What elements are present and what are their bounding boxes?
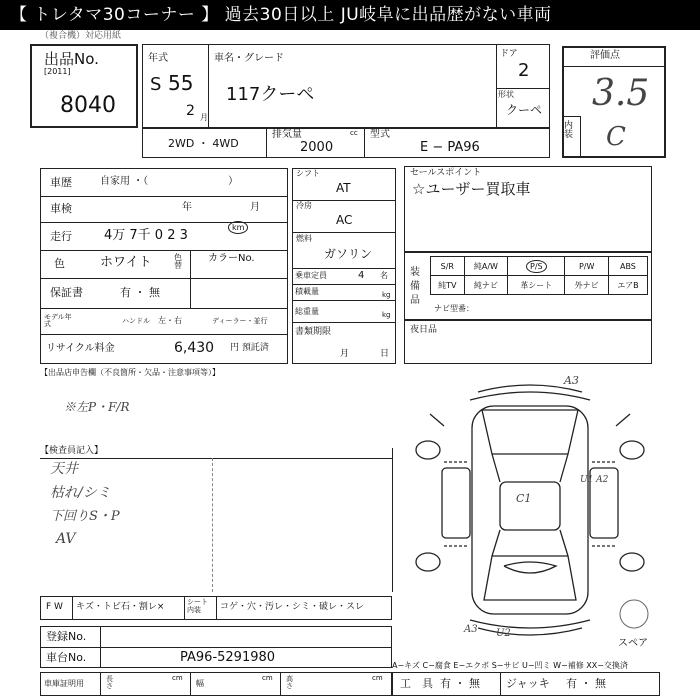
equip-aw: 純A/W: [464, 257, 508, 276]
shift-value: AT: [336, 181, 351, 195]
interior-label: 内装: [564, 121, 574, 140]
equip-abs: ABS: [608, 257, 647, 276]
diagram-mark-1: A3: [564, 374, 579, 387]
equip-tv: 純TV: [431, 276, 465, 295]
model-label: 車名・グレード: [214, 53, 284, 64]
capacity-value: 4: [358, 270, 365, 281]
recycle-value: 6,430: [174, 340, 215, 356]
recycle-label: リサイクル料金: [46, 343, 115, 354]
recycle-unit: 円 預託済: [230, 343, 269, 353]
inspector-label: 【検査員記入】: [40, 446, 104, 456]
equip-airbag: エアB: [608, 276, 647, 295]
lot-number: 8040: [60, 93, 116, 118]
sub-note: （複合機）対応用紙: [40, 31, 122, 41]
equip-ps: P/S: [508, 257, 565, 276]
year-month-unit: 月: [200, 113, 208, 122]
type-value: E − PA96: [420, 140, 480, 155]
equip-pw: P/W: [565, 257, 608, 276]
equip-navi: 純ナビ: [464, 276, 508, 295]
inspector-line-2: 枯れ/シミ: [50, 485, 111, 501]
color-value: ホワイト: [100, 255, 152, 270]
doors-label: ドア: [500, 49, 518, 59]
arrival-box: [404, 320, 652, 364]
shift-label: シフト: [296, 169, 320, 178]
equip-ext-navi: 外ナビ: [565, 276, 608, 295]
mileage-value: 4万 7千 0 2 3: [104, 228, 188, 243]
docs-day-unit: 日: [380, 349, 390, 359]
handle-value: 左・右: [158, 316, 182, 325]
fuel-value: ガソリン: [324, 247, 373, 261]
lot-label: 出品No.: [44, 50, 99, 68]
drive-value: 2WD ・ 4WD: [168, 137, 239, 150]
arrival-label: 夜日品: [410, 325, 438, 335]
mileage-label: 走行: [50, 230, 72, 243]
mileage-unit: km: [228, 224, 248, 232]
diagram-mark-3: U1 A2: [580, 475, 609, 485]
defects-items: キズ・トビ石・割レ×: [76, 602, 165, 612]
load-label: 積載量: [295, 287, 319, 296]
inspector-line-4: AV: [56, 531, 76, 547]
cert-length: 長さ: [106, 675, 113, 690]
capacity-unit: 名: [380, 271, 388, 280]
fuel-label: 燃料: [296, 234, 312, 243]
ac-value: AC: [336, 213, 353, 227]
seller-notes-label: 【出品店申告欄（不良箇所・欠品・注意事項等）】: [40, 368, 220, 377]
model-value: 117クーペ: [226, 84, 315, 105]
cert-cm2: cm: [262, 674, 273, 682]
diagram-mark-5: U2: [496, 628, 511, 639]
registration-label: 登録No.: [46, 630, 87, 643]
diagram-mark-2: C1: [516, 492, 532, 505]
defects-fw: F W: [46, 602, 63, 612]
defects-items2: コゲ・穴・汚レ・シミ・破レ・スレ: [220, 602, 365, 612]
equip-leather: 革シート: [508, 276, 565, 295]
inspector-line-3: 下回りS・P: [50, 509, 120, 524]
sales-label: セールスポイント: [410, 168, 482, 178]
inspector-line-1: 天井: [50, 461, 78, 477]
equipment-label: 装備品: [410, 267, 420, 306]
chassis-label: 車台No.: [46, 651, 87, 664]
load-unit: kg: [382, 291, 391, 299]
doors-value: 2: [518, 60, 530, 81]
score-value: 3.5: [592, 73, 650, 114]
color-label: 色: [54, 257, 65, 270]
warranty-label: 保証書: [50, 286, 83, 299]
weight-unit: kg: [382, 311, 391, 319]
docs-month-unit: 月: [340, 349, 350, 359]
cert-height: 高さ: [286, 675, 293, 690]
color-no-label: カラーNo.: [208, 253, 255, 264]
damage-legend: A−キズ C−腐食 E−エクボ S−サビ U−凹ミ W−補修 XX−交換済: [392, 661, 628, 670]
year-value: 55: [168, 71, 194, 95]
displacement-value: 2000: [300, 140, 334, 155]
cert-width: 幅: [196, 679, 204, 688]
car-history-label: 車歴: [50, 176, 72, 189]
type-label: 型式: [370, 129, 390, 140]
cc-unit: cc: [350, 129, 358, 137]
sales-value: ☆ユーザー買取車: [412, 180, 531, 198]
navi-model-label: ナビ型番：: [434, 304, 474, 313]
sales-box: [404, 166, 652, 252]
weight-label: 総重量: [295, 307, 319, 316]
displacement-label: 排気量: [272, 129, 302, 140]
warranty-value: 有 ・ 無: [120, 286, 160, 299]
jack-value: 有 ・ 無: [566, 677, 606, 690]
seller-notes-handwritten: ※左P・F/R: [64, 400, 130, 414]
year-month: 2: [186, 103, 195, 119]
car-diagram: [408, 370, 652, 650]
year-era: S: [150, 74, 162, 95]
spare-label: スペア: [618, 638, 648, 649]
cert-cm1: cm: [172, 674, 183, 682]
equip-sr: S/R: [431, 257, 465, 276]
tools-value: 有 ・ 無: [440, 677, 480, 690]
car-history-value: 自家用 ・（ ）: [100, 176, 239, 187]
ac-label: 冷房: [296, 201, 312, 210]
banner-text: 【 トレタマ30コーナー 】 過去30日以上 JU岐阜に出品歴がない車両: [10, 5, 552, 25]
capacity-label: 乗車定員: [295, 271, 327, 280]
shape-value: クーペ: [506, 103, 543, 117]
interior-value: C: [606, 122, 626, 152]
handle-label: ハンドル: [122, 317, 150, 325]
jack-label: ジャッキ: [506, 677, 550, 690]
inspection-year: 年: [182, 202, 192, 213]
score-label: 評価点: [590, 50, 620, 61]
tools-label: 工 具: [400, 677, 433, 690]
cert-label: 車庫証明用: [44, 679, 84, 688]
model-year-label: モデル年式: [44, 313, 72, 328]
dealer-label: ディーラー・並行: [212, 317, 268, 325]
lot-year-tag: [2011]: [44, 67, 71, 76]
diagram-mark-4: A3: [464, 624, 478, 635]
color-change-label: 色替: [174, 253, 182, 270]
chassis-value: PA96-5291980: [180, 650, 276, 665]
year-label: 年式: [148, 53, 168, 64]
inspection-label: 車検: [50, 202, 72, 215]
cert-cm3: cm: [372, 674, 383, 682]
equipment-table: [430, 256, 648, 295]
shape-label: 形状: [498, 90, 514, 99]
cert-row: [40, 672, 392, 696]
inspection-month: 月: [250, 202, 260, 213]
defects-sheet: シート内装: [187, 598, 208, 615]
docs-label: 書類期限: [295, 327, 332, 337]
